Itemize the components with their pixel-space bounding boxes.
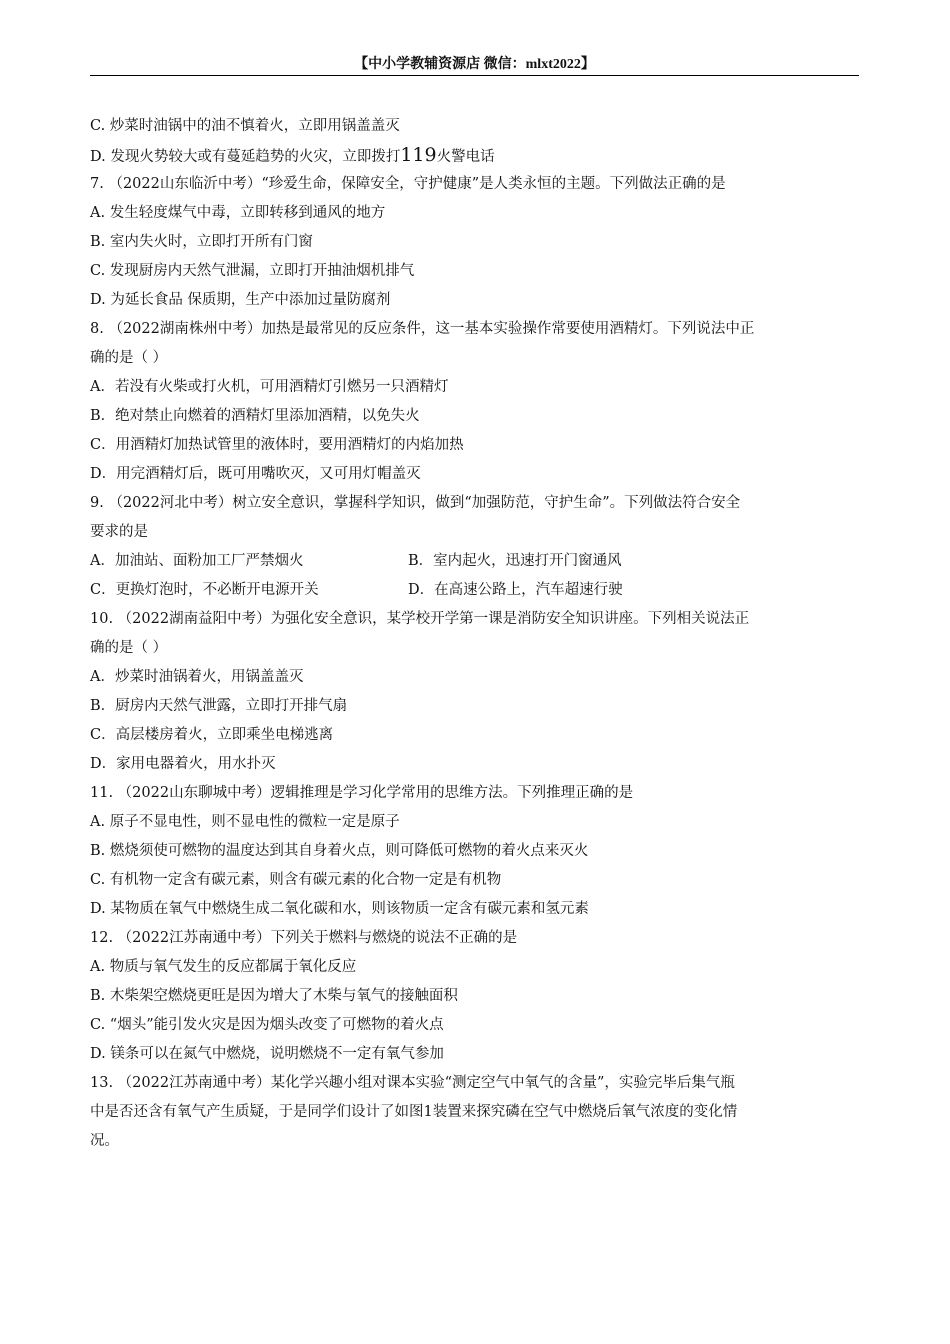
q6-option-d bbox=[90, 141, 865, 170]
q6d-number: 119 bbox=[400, 144, 437, 166]
header-divider bbox=[90, 75, 859, 76]
q13-stem-line2: 中是否还含有氧气产生质疑，于是同学们设计了如图1装置来探究磷在空气中燃烧后氧气浓度的变化情 bbox=[90, 1104, 738, 1120]
q7-option-b: B. 室内失火时，立即打开所有门窗 bbox=[90, 234, 313, 250]
q11-stem: 11. （2022山东聊城中考）逻辑推理是学习化学常用的思维方法。下列推理正确的是 bbox=[90, 785, 634, 801]
q8-stem-line2: 确的是（ ） bbox=[90, 350, 168, 366]
q9-options-ab bbox=[90, 547, 865, 576]
q8-option-b: B．绝对禁止向燃着的酒精灯里添加酒精，以免失火 bbox=[90, 408, 420, 424]
q10-option-d: D．家用电器着火，用水扑灭 bbox=[90, 756, 276, 772]
q6d-text: D. 发现火势较大或有蔓延趋势的火灾，立即拨打 bbox=[90, 149, 401, 165]
q6-option-c: C. 炒菜时油锅中的油不慎着火，立即用锅盖盖灭 bbox=[90, 118, 400, 134]
page-header: 【中小学教辅资源店 微信：mlxt2022】 bbox=[354, 57, 595, 72]
q9-options-cd bbox=[90, 576, 865, 605]
q9-option-c: C．更换灯泡时，不必断开电源开关 bbox=[90, 582, 319, 598]
q8-stem-line1: 8. （2022湖南株州中考）加热是最常见的反应条件，这一基本实验操作常要使用酒精灯。下列说法中正 bbox=[90, 321, 755, 337]
q12-option-d: D. 镁条可以在氮气中燃烧，说明燃烧不一定有氧气参加 bbox=[90, 1046, 444, 1062]
q13-stem-line1: 13. （2022江苏南通中考）某化学兴趣小组对课本实验“测定空气中氧气的含量”，实验完毕后集气瓶 bbox=[90, 1075, 735, 1091]
q10-option-a: A．炒菜时油锅着火，用锅盖盖灭 bbox=[90, 669, 304, 685]
q9-stem-line1: 9. （2022河北中考）树立安全意识，掌握科学知识，做到“加强防范，守护生命”。下列做法符合安全 bbox=[90, 495, 741, 511]
q7-stem: 7. （2022山东临沂中考）“珍爱生命，保障安全，守护健康”是人类永恒的主题。下列做法正确的是 bbox=[90, 176, 726, 192]
q12-option-a: A. 物质与氧气发生的反应都属于氧化反应 bbox=[90, 959, 357, 975]
q11-option-a: A. 原子不显电性，则不显电性的微粒一定是原子 bbox=[90, 814, 400, 830]
q7-option-a: A. 发生轻度煤气中毒，立即转移到通风的地方 bbox=[90, 205, 386, 221]
q11-option-b: B. 燃烧须使可燃物的温度达到其自身着火点，则可降低可燃物的着火点来灭火 bbox=[90, 843, 589, 859]
document-body bbox=[90, 112, 865, 1156]
q9-stem-line2: 要求的是 bbox=[90, 524, 148, 540]
q7-option-c: C. 发现厨房内天然气泄漏，立即打开抽油烟机排气 bbox=[90, 263, 415, 279]
q10-option-b: B．厨房内天然气泄露，立即打开排气扇 bbox=[90, 698, 348, 714]
q7-option-d: D. 为延长食品 保质期，生产中添加过量防腐剂 bbox=[90, 292, 391, 308]
q12-option-c: C. “烟头”能引发火灾是因为烟头改变了可燃物的着火点 bbox=[90, 1017, 444, 1033]
q11-option-d: D. 某物质在氧气中燃烧生成二氧化碳和水，则该物质一定含有碳元素和氢元素 bbox=[90, 901, 589, 917]
q10-stem-line2: 确的是（ ） bbox=[90, 640, 168, 656]
q10-stem-line1: 10. （2022湖南益阳中考）为强化安全意识，某学校开学第一课是消防安全知识讲座。下列相关说法正 bbox=[90, 611, 750, 627]
q12-stem: 12. （2022江苏南通中考）下列关于燃料与燃烧的说法不正确的是 bbox=[90, 930, 518, 946]
q10-option-c: C．高层楼房着火，立即乘坐电梯逃离 bbox=[90, 727, 334, 743]
q12-option-b: B. 木柴架空燃烧更旺是因为增大了木柴与氧气的接触面积 bbox=[90, 988, 458, 1004]
q8-option-a: A．若没有火柴或打火机，可用酒精灯引燃另一只酒精灯 bbox=[90, 379, 449, 395]
q9-option-a: A．加油站、面粉加工厂严禁烟火 bbox=[90, 553, 304, 569]
q8-option-c: C．用酒精灯加热试管里的液体时，要用酒精灯的内焰加热 bbox=[90, 437, 464, 453]
q13-stem-line3: 况。 bbox=[90, 1133, 119, 1149]
q8-option-d: D．用完酒精灯后，既可用嘴吹灭，又可用灯帽盖灭 bbox=[90, 466, 421, 482]
q9-option-d: D．在高速公路上，汽车超速行驶 bbox=[408, 582, 623, 598]
q11-option-c: C. 有机物一定含有碳元素，则含有碳元素的化合物一定是有机物 bbox=[90, 872, 502, 888]
q9-option-b: B．室内起火，迅速打开门窗通风 bbox=[408, 553, 622, 569]
q6d-text-end: 火警电话 bbox=[436, 149, 495, 165]
